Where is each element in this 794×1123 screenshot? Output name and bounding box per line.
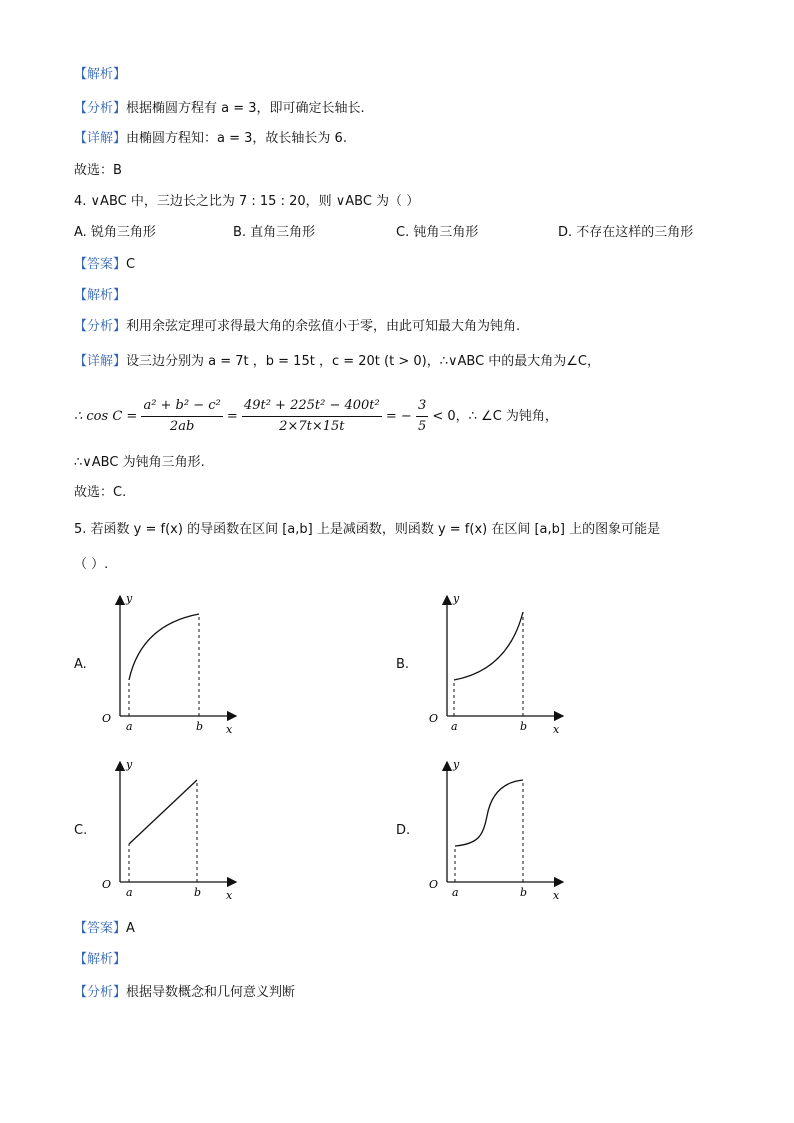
- fraction-numerator: 3: [416, 396, 428, 417]
- q5-option-d: D.: [396, 823, 411, 838]
- y-axis-label: y: [126, 592, 133, 605]
- fraction-denominator: 5: [417, 419, 427, 434]
- equals-sign: =: [226, 409, 238, 424]
- q5-fenxi-line: [74, 984, 295, 1002]
- answer-choice-2: 故选：C.: [74, 485, 127, 500]
- tick-a-label: a: [451, 720, 458, 733]
- y-axis-label: y: [126, 758, 133, 771]
- fenxi-tag: 【分析】: [74, 985, 127, 1000]
- fenxi-tag: 【分析】: [74, 319, 127, 334]
- origin-label: O: [429, 878, 439, 891]
- q5-answer-line: [74, 920, 135, 938]
- fraction-numerator: a² + b² − c²: [141, 396, 222, 417]
- xiangjie-text: 由椭圆方程知：a = 3，故长轴长为 6.: [126, 131, 347, 146]
- analysis-heading-2: 【解析】: [74, 288, 127, 303]
- xiangjie-tag: 【详解】: [74, 131, 127, 146]
- q4-option-b: B. 直角三角形: [233, 225, 316, 240]
- origin-label: O: [102, 878, 112, 891]
- y-axis-label: y: [453, 592, 460, 605]
- equals-minus: = −: [385, 409, 412, 424]
- fenxi-text: 根据椭圆方程有 a = 3，即可确定长轴长.: [126, 101, 365, 116]
- q4-detail-line: [74, 353, 600, 371]
- fraction-substituted: [242, 396, 382, 437]
- fraction-denominator: 2×7t×15t: [279, 419, 345, 434]
- tick-b-label: b: [196, 720, 204, 733]
- convex-curve: [454, 612, 523, 680]
- fenxi-tag: 【分析】: [74, 101, 127, 116]
- fraction-result: [416, 396, 428, 437]
- analysis-heading-1: 【解析】: [74, 67, 127, 82]
- graph-d: [423, 756, 573, 906]
- q4-option-d: D. 不存在这样的三角形: [558, 225, 694, 240]
- question-5-stem: 5. 若函数 y = f(x) 的导函数在区间 [a,b] 上是减函数，则函数 y = f(x) 在区间 [a,b] 上的图象可能是: [74, 522, 661, 537]
- x-axis-label: x: [226, 723, 233, 736]
- origin-label: O: [429, 712, 439, 725]
- x-axis-label: x: [226, 889, 233, 902]
- fenxi-text: 根据导数概念和几何意义判断: [126, 985, 296, 1000]
- analysis-line-1: [74, 100, 365, 118]
- concave-curve: [129, 614, 199, 680]
- cos-suffix: < 0，∴ ∠C 为钝角，: [432, 409, 558, 424]
- y-axis-label: y: [453, 758, 460, 771]
- xiangjie-text: 设三边分别为 a = 7t ，b = 15t ，c = 20t (t > 0)，∴∨ABC 中的最大角为∠C，: [126, 354, 601, 369]
- q4-conclusion: ∴∨ABC 为钝角三角形.: [74, 455, 205, 470]
- question-4-stem: 4. ∨ABC 中，三边长之比为 7 : 15 : 20，则 ∨ABC 为（ ）: [74, 194, 420, 209]
- detail-line-1: [74, 130, 347, 148]
- q4-option-a: A. 锐角三角形: [74, 225, 156, 240]
- q4-answer-line: [74, 256, 135, 274]
- graph-c: [96, 756, 246, 906]
- analysis-heading-3: 【解析】: [74, 952, 127, 967]
- cos-formula: [74, 396, 558, 437]
- x-axis-label: x: [553, 889, 560, 902]
- tick-a-label: a: [126, 886, 133, 899]
- tick-a-label: a: [126, 720, 133, 733]
- daan-value: C: [126, 257, 136, 272]
- q5-option-b: B.: [396, 657, 410, 672]
- fraction-numerator: 49t² + 225t² − 400t²: [242, 396, 382, 417]
- daan-tag: 【答案】: [74, 921, 127, 936]
- graph-a: [96, 590, 246, 740]
- question-5-stem-2: （ ）.: [74, 557, 109, 572]
- straight-line: [129, 780, 197, 844]
- q5-option-c: C.: [74, 823, 88, 838]
- fenxi-text: 利用余弦定理可求得最大角的余弦值小于零，由此可知最大角为钝角.: [126, 319, 521, 334]
- tick-b-label: b: [194, 886, 202, 899]
- origin-label: O: [102, 712, 112, 725]
- daan-tag: 【答案】: [74, 257, 127, 272]
- q4-option-c: C. 钝角三角形: [396, 225, 479, 240]
- s-curve: [455, 780, 523, 846]
- xiangjie-tag: 【详解】: [74, 354, 127, 369]
- tick-b-label: b: [520, 720, 528, 733]
- answer-choice-1: 故选：B: [74, 163, 122, 178]
- fraction-law-of-cosines: [141, 396, 222, 437]
- x-axis-label: x: [553, 723, 560, 736]
- q4-fenxi-line: [74, 318, 520, 336]
- fraction-denominator: 2ab: [169, 419, 195, 434]
- q5-option-a: A.: [74, 657, 87, 672]
- daan-value: A: [126, 921, 135, 936]
- tick-a-label: a: [452, 886, 459, 899]
- cos-prefix: ∴ cos C =: [74, 409, 138, 424]
- graph-b: [423, 590, 573, 740]
- tick-b-label: b: [520, 886, 528, 899]
